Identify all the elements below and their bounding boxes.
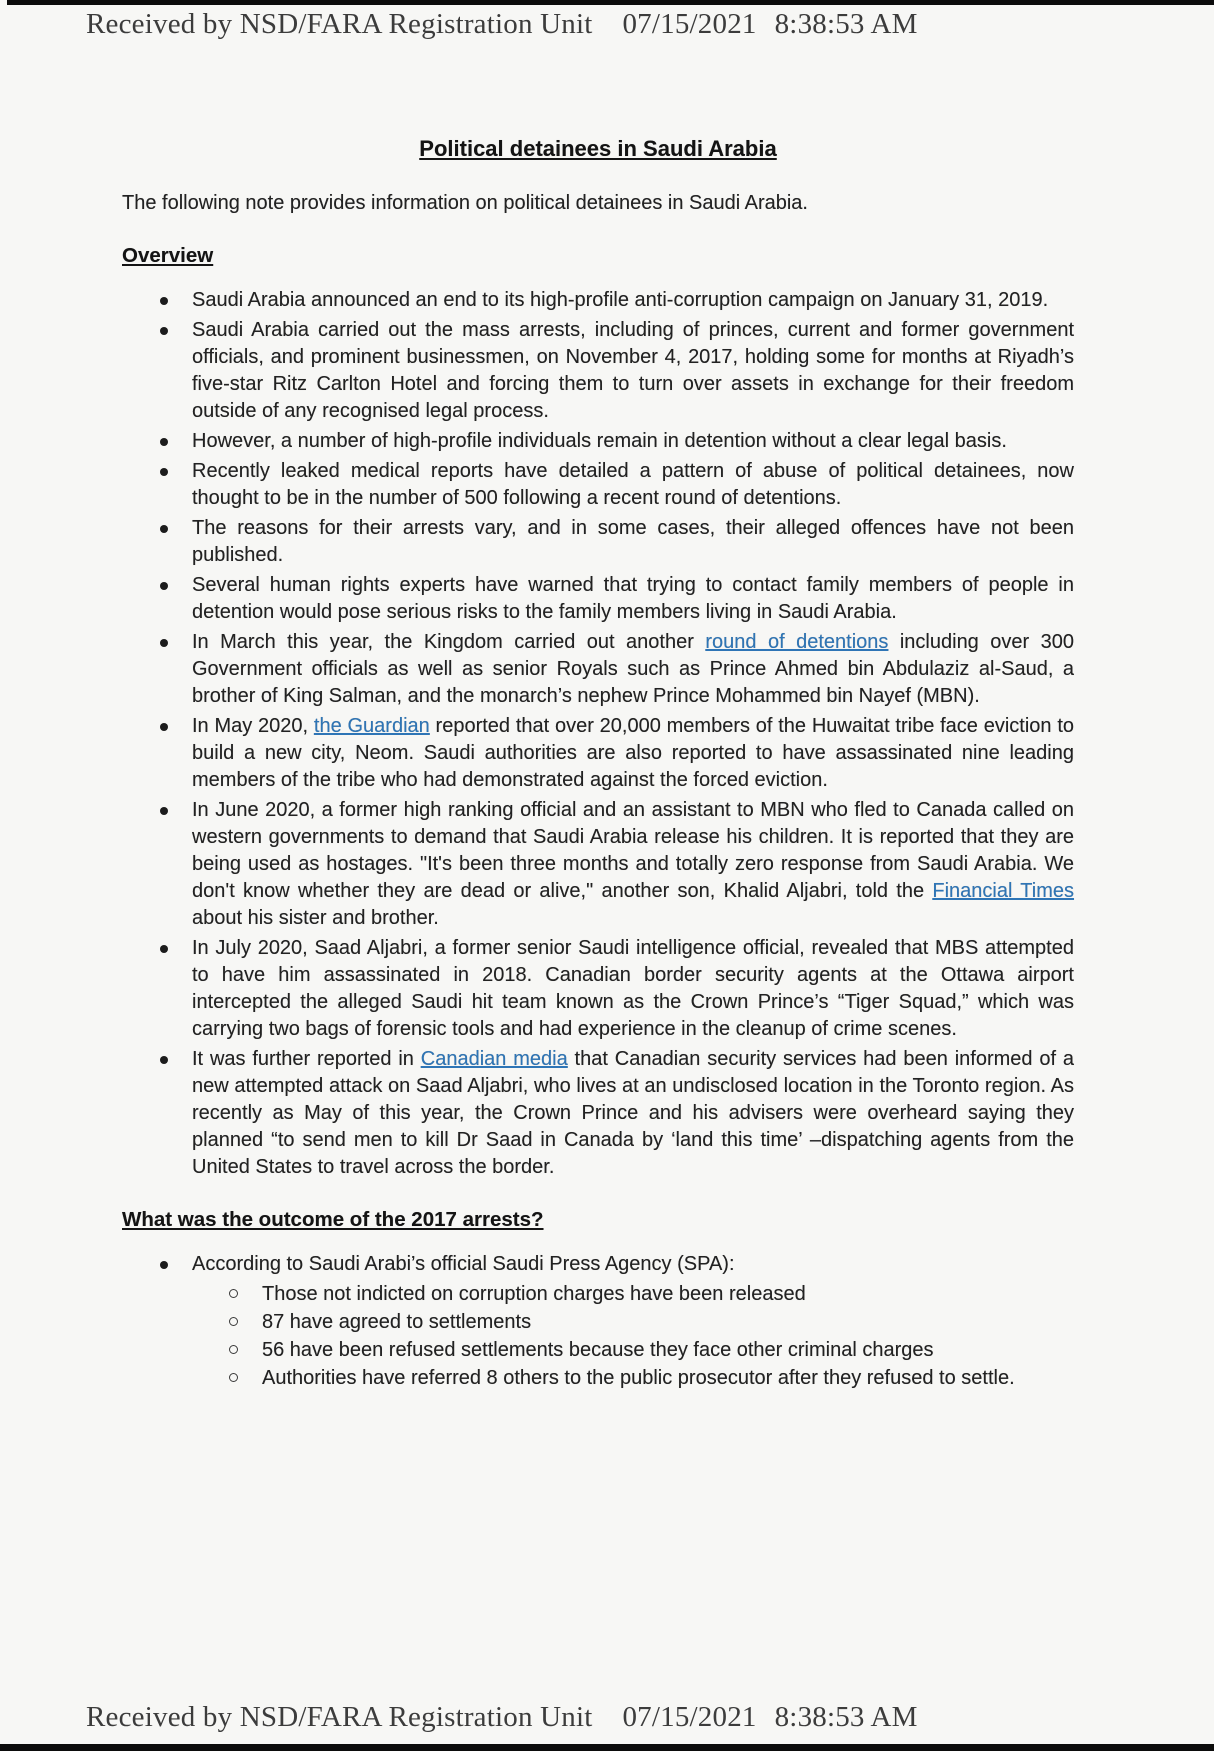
text-run: In June 2020, a former high ranking official and an assistant to MBN who fled to Canada called on western governments to demand that Saudi Arabia release his children. It is reported that they are being used as hostages. "It's been three months and totally zero response from Saudi Arabia. We don't know whether they are dead or alive," another son, Khalid Aljabri, told the [192, 799, 1074, 902]
bullet-circle-icon [229, 1345, 238, 1354]
sub-bullet-item [122, 1337, 1074, 1364]
bullet-item [122, 1251, 1074, 1278]
bullet-text [192, 287, 1074, 314]
bullet-item [122, 428, 1074, 455]
bullet-list [122, 1251, 1074, 1392]
bullet-text [262, 1309, 1074, 1336]
bullet-dot-icon [160, 807, 168, 815]
text-run: reported that over 20,000 members of the Huwaitat tribe face eviction to build a new city, Neom. Saudi authorities are also reported to have assassinated nine leading members of the tribe who had demonstrated against the forced eviction. [192, 715, 1074, 791]
text-run: that Canadian security services had been informed of a new attempted attack on Saad Aljabri, who lives at an undisclosed location in the Toronto region. As recently as May of this year, the Crown Prince and his advisers were overheard saying they planned “to send men to kill Dr Saad in Canada by ‘land this time’ –dispatching agents from the United States to travel across the border. [192, 1048, 1075, 1178]
bullet-list [122, 287, 1074, 1181]
bullet-text [192, 797, 1074, 932]
bullet-dot-icon [160, 327, 168, 335]
text-run: However, a number of high-profile individuals remain in detention without a clear legal basis. [192, 430, 1007, 452]
text-run: It was further reported in [192, 1048, 421, 1070]
bullet-item [122, 317, 1074, 425]
bullet-dot-icon [160, 1261, 168, 1269]
bullet-item [122, 287, 1074, 314]
bullet-item [122, 458, 1074, 512]
bullet-item [122, 515, 1074, 569]
received-time: 8:38:53 AM [774, 8, 918, 40]
bullet-circle-icon [229, 1317, 238, 1326]
text-run: Authorities have referred 8 others to the public prosecutor after they refused to settle. [262, 1367, 1015, 1389]
text-run: The reasons for their arrests vary, and in some cases, their alleged offences have not been published. [192, 517, 1074, 566]
sub-bullet-item [122, 1281, 1074, 1308]
bullet-text [262, 1337, 1074, 1364]
scan-artifact-bottom-bar [0, 1744, 1214, 1751]
bullet-item [122, 713, 1074, 794]
bullet-dot-icon [160, 723, 168, 731]
text-run: Saudi Arabia announced an end to its high-profile anti-corruption campaign on January 31, 2019. [192, 289, 1049, 311]
bullet-dot-icon [160, 468, 168, 476]
bullet-text [192, 428, 1074, 455]
text-run: 56 have been refused settlements because they face other criminal charges [262, 1339, 934, 1361]
page-title: Political detainees in Saudi Arabia [419, 136, 777, 161]
bullet-item [122, 935, 1074, 1043]
bullet-item [122, 797, 1074, 932]
inline-link[interactable]: Financial Times [932, 880, 1075, 902]
bullet-text [192, 1046, 1074, 1181]
bullet-circle-icon [229, 1289, 238, 1298]
fara-received-stamp-header [86, 8, 918, 41]
fara-received-stamp-footer [86, 1701, 918, 1734]
bullet-text [192, 515, 1074, 569]
bullet-item [122, 1046, 1074, 1181]
bullet-text [262, 1365, 1074, 1392]
bullet-circle-icon [229, 1373, 238, 1382]
text-run: Several human rights experts have warned that trying to contact family members of people in detention would pose serious risks to the family members living in Saudi Arabia. [192, 574, 1074, 623]
bullet-dot-icon [160, 639, 168, 647]
received-by-text: Received by NSD/FARA Registration Unit [86, 8, 593, 40]
inline-link[interactable]: round of detentions [705, 631, 889, 653]
document-body [122, 136, 1074, 1393]
text-run: including over 300 Government officials as well as senior Royals such as Prince Ahmed bin Abdulaziz al-Saud, a brother of King Salman, and the monarch’s nephew Prince Mohammed bin Nayef (MBN). [192, 631, 1074, 707]
bullet-text [192, 629, 1074, 710]
scan-artifact-top-bar [7, 0, 1214, 5]
bullet-text [192, 458, 1074, 512]
text-run: Saudi Arabia carried out the mass arrests, including of princes, current and former government officials, and prominent businessmen, on November 4, 2017, holding some for months at Riyadh’s five-star Ritz Carlton Hotel and forcing them to turn over assets in exchange for their freedom outside of any recognised legal process. [192, 319, 1074, 422]
section-heading: What was the outcome of the 2017 arrests? [122, 1208, 544, 1231]
document-sections [122, 244, 1074, 1392]
bullet-text [192, 317, 1074, 425]
bullet-text [192, 713, 1074, 794]
bullet-dot-icon [160, 945, 168, 953]
sub-bullet-item [122, 1365, 1074, 1392]
bullet-text [192, 1251, 1074, 1278]
bullet-text [192, 935, 1074, 1043]
text-run: According to Saudi Arabi’s official Saudi Press Agency (SPA): [192, 1253, 735, 1275]
bullet-text [262, 1281, 1074, 1308]
received-date: 07/15/2021 [622, 8, 757, 40]
text-run: Recently leaked medical reports have detailed a pattern of abuse of political detainees, now thought to be in the number of 500 following a recent round of detentions. [192, 460, 1074, 509]
section-heading: Overview [122, 244, 214, 267]
bullet-dot-icon [160, 438, 168, 446]
bullet-dot-icon [160, 582, 168, 590]
received-date: 07/15/2021 [622, 1701, 757, 1733]
text-run: 87 have agreed to settlements [262, 1311, 532, 1333]
text-run: about his sister and brother. [192, 907, 439, 929]
bullet-dot-icon [160, 525, 168, 533]
bullet-item [122, 629, 1074, 710]
bullet-text [192, 572, 1074, 626]
received-time: 8:38:53 AM [774, 1701, 918, 1733]
received-by-text: Received by NSD/FARA Registration Unit [86, 1701, 593, 1733]
text-run: In March this year, the Kingdom carried out another [192, 631, 706, 653]
sub-bullet-item [122, 1309, 1074, 1336]
inline-link[interactable]: the Guardian [313, 715, 430, 737]
bullet-item [122, 572, 1074, 626]
text-run: Those not indicted on corruption charges have been released [262, 1283, 806, 1305]
inline-link[interactable]: Canadian media [420, 1048, 568, 1070]
intro-paragraph: The following note provides information on political detainees in Saudi Arabia. [122, 192, 808, 214]
text-run: In July 2020, Saad Aljabri, a former senior Saudi intelligence official, revealed that MBS attempted to have him assassinated in 2018. Canadian border security agents at the Ottawa airport intercepted the alleged Saudi hit team known as the Crown Prince’s “Tiger Squad,” which was carrying two bags of forensic tools and had experience in the cleanup of crime scenes. [192, 937, 1074, 1040]
text-run: In May 2020, [192, 715, 314, 737]
bullet-dot-icon [160, 1056, 168, 1064]
bullet-dot-icon [160, 297, 168, 305]
